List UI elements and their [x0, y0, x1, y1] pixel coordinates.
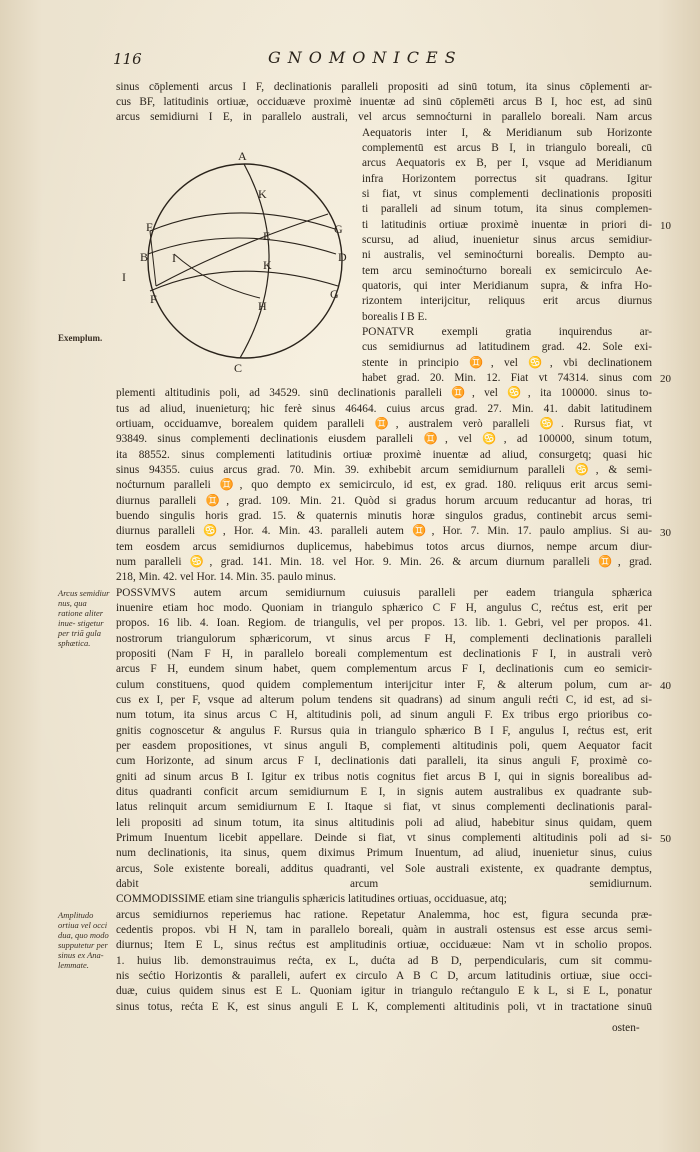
text-line: scursu, ad aliud, inuenietur sinus arcus semidiur-	[362, 234, 652, 246]
text-line: leli propositi ad sinum totum, ita sinus altitudinis poli ad aliud, habebitur sinus quidam, quem	[116, 817, 652, 829]
text-line: diurnus paralleli ♊, grad. 109. Min. 21. Quòd si gradus horum arcuum reducantur ad horas, tri	[116, 495, 652, 507]
inner-arc	[174, 254, 260, 298]
margin-note-arcus: Arcus semidiur nus, qua ratione aliter inue- stigetur per triā gula sphætica.	[58, 588, 110, 648]
label-e: E	[263, 229, 271, 243]
text-line: ortiuam, occiduamve, borealem quidem paralleli ♊, australem verò paralleli ♋. Rursus fiat, vt	[116, 418, 652, 430]
text-line: COMMODISSIME etiam sine triangulis sphæricis latitudines ortiuas, occiduasue, atq;	[116, 893, 507, 905]
text-line: tus ad aliud, inuenieturq; hic ferè sinus 46464. cuius arcus grad. 27. Min. 41. dabit latitudinem	[116, 403, 652, 415]
label-c: C	[234, 361, 243, 375]
page-number: 116	[113, 50, 142, 68]
label-h: H	[258, 299, 267, 313]
text-line: gniti ad sinum arcus B I. Igitur ex tribus notis cognitus fiet arcus B I, qui in signis borealibus ad-	[116, 771, 652, 783]
text-line: sinus cōplementi arcus I F, declinationis paralleli propositi ad sinū totum, ita sinus cōplementi ar-	[116, 81, 652, 93]
text-line: arcus semidiurnos reperiemus hac ratione. Repetatur Analemma, hoc est, figura secunda præ-	[116, 909, 652, 921]
text-line: buendo singulis horis grad. 15. & quaternis minutis horæ singulos gradus, continebit arcus semi-	[116, 510, 652, 522]
running-title: GNOMONICES	[268, 48, 463, 67]
text-line: arcus Aequatoris ex B, per I, vsque ad Meridianum	[362, 157, 652, 169]
horizon-arc	[156, 214, 328, 286]
margin-note-amplitudo: Amplitudo ortiua vel occi dua, quo modo supputetur per sinus ex Ana- lemmate.	[58, 910, 109, 970]
text-line: cus semidiurnus ad latitudinem grad. 42. Sole exi-	[362, 341, 652, 353]
text-line: Primum Inuentum licebit appellare. Deinde si fiat, vt sinus complementi altitudinis poli ad si-	[116, 832, 652, 844]
meridian-circle	[148, 164, 342, 358]
text-line: stente in principio ♊, vel ♋, vbi declinationem	[362, 357, 652, 369]
text-line: ti latitudinis ortiuæ proximè inuentæ in priori di-	[362, 219, 652, 231]
text-line: propositi (Nam F H, in parallelo boreali complementum est declinationis F I, in australi verò	[116, 648, 652, 660]
text-line: ditus quadranti conficit arcum semidiurnum E I, in signis autem australibus ex quadrante sub-	[116, 786, 652, 798]
sphere-diagram	[110, 136, 360, 376]
text-line: infra Horizontem porrectus sit quadrans. Igitur	[362, 173, 652, 185]
text-line: habet grad. 20. Min. 12. Fiat vt 74314. sinus com	[362, 372, 652, 384]
label-f-lower: F	[150, 292, 157, 306]
text-line: nis sećtio Horizontis & paralleli, aufert ex circulo A B C D, arcum latitudinis ortiuæ, siue occi-	[116, 970, 652, 982]
text-line: sinus totus, rećta E K, est sinus anguli E L K, complementi altitudinis poli, vt in tractatione sinuū	[116, 1001, 652, 1013]
line-number: 30	[660, 527, 671, 539]
label-i-inner: I	[172, 251, 176, 265]
text-line: num paralleli ♋, grad. 141. Min. 18. vel Hor. 9. Min. 26. & arcum diurnum paralleli ♊, grad.	[116, 556, 652, 568]
text-line: tem eosdem arcus semidiurnos duplicemus, habebimus totos arcus diurnos, nempe arcum diur-	[116, 541, 652, 553]
catchword: osten-	[612, 1022, 640, 1034]
text-line: quatoris, qui inter Meridianum supra, & infra Ho-	[362, 280, 652, 292]
line-number: 40	[660, 680, 671, 692]
text-line	[116, 1015, 652, 1030]
line-number: 50	[660, 833, 671, 845]
text-line: latus relinquit arcum semidiurnum E I. Itaque si fiat, vt sinus complementi declinationis paral-	[116, 801, 652, 813]
text-line: cus BF, latitudinis ortiuæ, occiduæve proximè inuentæ ad sinū cōplemēti arcus B I, hoc est, ad sinū	[116, 96, 652, 108]
text-line: ti paralleli ad sinum totum, ita sinus complemen-	[362, 203, 652, 215]
margin-note-exemplum: Exemplum.	[58, 333, 103, 343]
text-line: cedentis propos. vbi H N, tam in parallelo boreali, quàm in australi ostensus est esse arcus semi-	[116, 924, 652, 936]
line-number: 20	[660, 373, 671, 385]
text-line: 1. huius lib. demonstrauimus rećta, ex L, dućta ad B D, perpendicularis, cum sit commu-	[116, 955, 652, 967]
label-f-upper: F	[146, 220, 153, 234]
sphere-diagram-svg	[110, 136, 360, 376]
label-k-lower: K	[263, 258, 272, 272]
text-line: num totum, ita sinus arcus C H, altitudinis poli, ad sinum anguli F. Ex tribus ergo prioribus co-	[116, 709, 652, 721]
text-line: ni australis, vel seminoćturni borealis. Dempto au-	[362, 249, 652, 261]
label-i-outer: I	[122, 270, 126, 284]
text-line: 218, Min. 42. vel Hor. 14. Min. 35. paulo minus.	[116, 571, 336, 583]
text-line: duæ, cuius quidem sinus est E L. Quoniam igitur in triangulo rećtangulo E k L, si E L, ponatur	[116, 985, 652, 997]
text-line: POSSVMVS autem arcum semidiurnum cuiusuis paralleli per eadem triangula sphærica	[116, 587, 652, 599]
label-b: B	[140, 250, 149, 264]
text-line: ita 88552. sinus complementi latitudinis ortiuæ proximè inuentæ ad aliud, consurgetq; quasi hic	[116, 449, 652, 461]
text-line: arcus F H, eundem sinum habet, quem complementum arcus F I, declinationis cum eo semicir-	[116, 663, 652, 675]
text-line: plementi altitudinis poli, ad 34529. sinū declinationis paralleli ♊, vel ♋, ita 100000. sinus to-	[116, 387, 652, 399]
line-number: 10	[660, 220, 671, 232]
text-line: propos. 16 lib. 4. Ioan. Regiom. de triangulis, vel per propos. 13. lib. 1. Gebri, vel per propos. 41.	[116, 617, 652, 629]
text-line: sinus 94355. cuius arcus grad. 70. Min. 39. exhibebit arcum semidiurnum paralleli ♋, & semi-	[116, 464, 652, 476]
text-line: dabit arcum semidiurnum.	[116, 878, 652, 890]
left-segment	[150, 231, 156, 286]
text-line: rizontem interijcitur, reliquus erit arcus diurnus	[362, 295, 652, 307]
text-line: tem arcu seminoćturno boreali ex semicirculo Ae-	[362, 265, 652, 277]
label-a: A	[238, 149, 247, 163]
label-k-upper: K	[258, 187, 267, 201]
text-line: arcus, Sole existente boreali, additus quadranti, vel Sole australi existente, ex quadrante demptus,	[116, 863, 652, 875]
text-line: Aequatoris inter I, & Meridianum sub Horizonte	[362, 127, 652, 139]
text-line: cum Horizonte, ad sinum arcus F I, declinationis dati paralleli, ita sinus anguli F, proximè co-	[116, 755, 652, 767]
text-line: PONATVR exempli gratia inquirendus ar-	[362, 326, 652, 338]
text-line: cus ex I, per F, vsque ad alterum polum tendens sit quadrans) ad sinum anguli rećti C, id est, ad si-	[116, 694, 652, 706]
upper-parallel-arc	[150, 213, 335, 231]
text-line: per easdem propositiones, vt sinus anguli B, complementi altitudinis poli, quem Aequator facit	[116, 740, 652, 752]
text-line: nostrorum triangulorum sphæricorum, vt sinus arcus F H, complementi declinationis paralleli	[116, 633, 652, 645]
text-line: diurnus; Item E L, sinus rećtus est amplitudinis ortiuæ, occiduæue: Nam vt in scholio propos.	[116, 939, 652, 951]
text-line: arcus semidiurni I E, in parallelo australi, vel arcus semnoćturni in parallelo boreali. Nam arcus	[116, 111, 652, 123]
text-line: num declinationis, ita sinus, quem diximus Primum Inuentum, ad aliud, inuenietur sinus, cuius	[116, 847, 652, 859]
text-line: diurnus paralleli ♋, Hor. 4. Min. 43. paralleli autem ♊, Hor. 7. Min. 17. paulo amplius. Si au-	[116, 525, 652, 537]
text-line: culum constituens, quod quidem complementum interijcitur inter F, & alterum polum, cum ar-	[116, 679, 652, 691]
page-header	[0, 46, 700, 72]
text-line: noćturnum paralleli ♊, quo dempto ex semicirculo, id est, ex grad. 180. reliquus erit arcus semi-	[116, 479, 652, 491]
label-g-upper: G	[334, 222, 343, 236]
label-d: D	[338, 250, 347, 264]
label-g-lower: G	[330, 287, 339, 301]
text-line: gnitis cognoscetur & angulus F. Rursus quia in triangulo sphærico B I F, angulus I, rećtus est, erit	[116, 725, 652, 737]
text-line: borealis I B E.	[362, 311, 428, 323]
text-line: si fiat, vt sinus complementi declinationis propositi	[362, 188, 652, 200]
text-line: inuenire etiam hoc modo. Quoniam in triangulo sphærico C F H, angulus C, rećtus est, erit per	[116, 602, 652, 614]
text-line: 93849. sinus complementi declinationis eiusdem paralleli ♊, vel ♋, ad 100000, sinum totum,	[116, 433, 652, 445]
text-line: complementū est arcus B I, in triangulo boreali, cū	[362, 142, 652, 154]
